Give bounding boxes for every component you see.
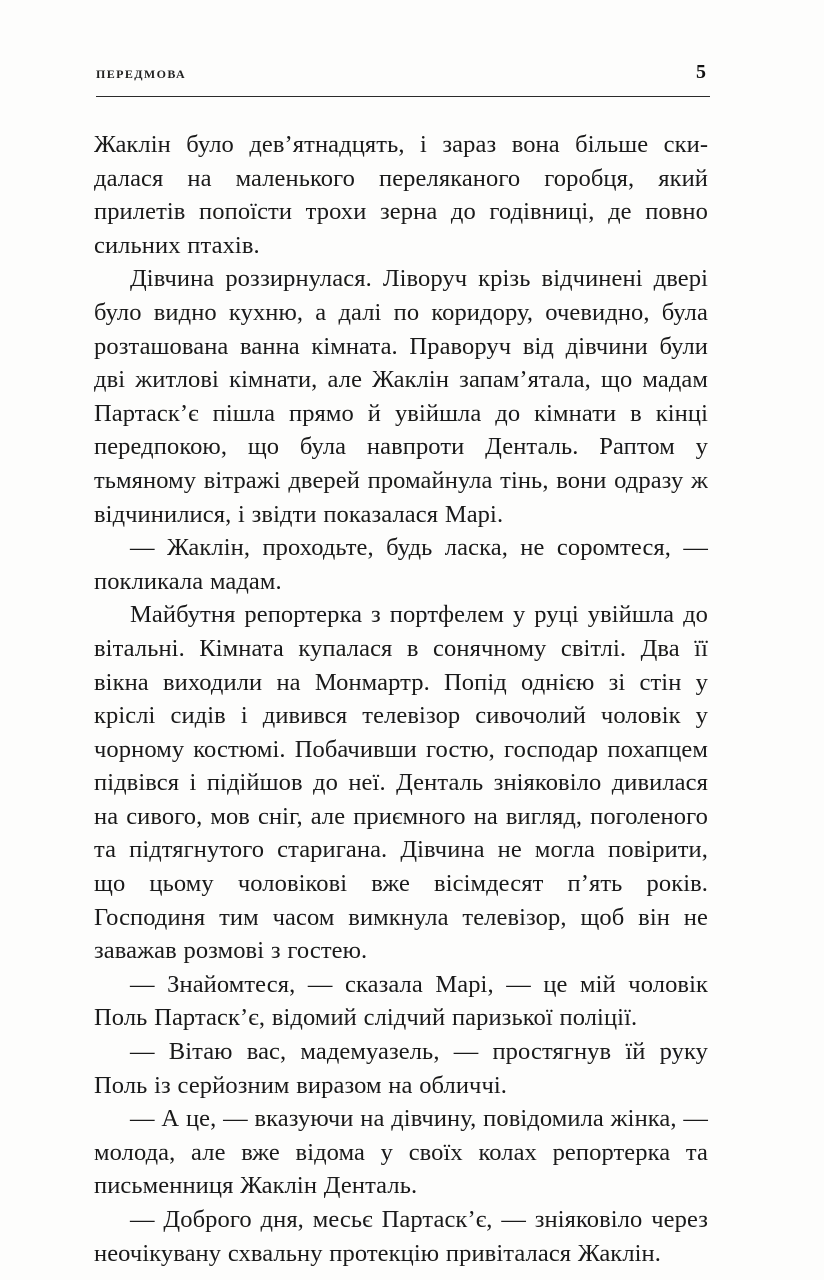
paragraph: Жаклін було дев’ятнадцять, і зараз вона більше скидалася на маленького переляканого горобця, який прилетів попоїсти трохи зерна до годівниці, де повно сильних птахів.	[94, 131, 708, 259]
paragraph: — А це, — вказуючи на дівчину, повідомила жінка, — молода, але вже відома у своїх колах репортерка та письменниця Жаклін Денталь.	[94, 1105, 708, 1200]
paragraph: — Жаклін, проходьте, будь ласка, не соромтеся, — покликала мадам.	[94, 534, 708, 595]
paragraph: — Вітаю вас, мадемуазель, — простягнув їй руку Поль із серйозним виразом на обличчі.	[94, 1038, 708, 1099]
running-head	[96, 63, 708, 95]
paragraph: — Доброго дня, месьє Партаск’є, — зніяковіло через неочікувану схвальну протекцію привіталася Жаклін.	[94, 1206, 708, 1267]
page-number: 5	[696, 61, 706, 83]
body-text	[94, 128, 708, 1270]
header-rule	[96, 96, 710, 97]
paragraph: Дівчина роззирнулася. Ліворуч крізь відчинені двері було видно кухню, а далі по коридору, очевидно, була розташована ванна кімната. Праворуч від дівчини були дві житлові кімнати, але Жаклін запам’ятала, що мадам Партаск’є пішла прямо й увійшла до кімнати в кінці передпокою, що була навпроти Денталь. Раптом у тьмяному вітражі дверей промайнула тінь, вони одразу ж відчинилися, і звідти показалася Марі.	[94, 265, 708, 528]
paragraph: Майбутня репортерка з портфелем у руці увійшла до вітальні. Кімната купалася в сонячному світлі. Два її вікна виходили на Монмартр. Попід однією зі стін у кріслі сидів і дивився телевізор сивочолий чоловік у чорному костюмі. Побачивши гостю, господар похапцем підвівся і підійшов до неї. Денталь зніяковіло дивилася на сивого, мов сніг, але приємного на вигляд, поголеного та підтягнутого старигана. Дівчина не могла повірити, що цьому чоловікові вже вісімдесят п’ять років. Господиня тим часом вимкнула телевізор, щоб він не заважав розмові з гостею.	[94, 601, 708, 965]
paragraph: — Знайомтеся, — сказала Марі, — це мій чоловік Поль Партаск’є, відомий слідчий паризької поліції.	[94, 970, 708, 1032]
running-title: ПЕРЕДМОВА	[96, 67, 187, 81]
